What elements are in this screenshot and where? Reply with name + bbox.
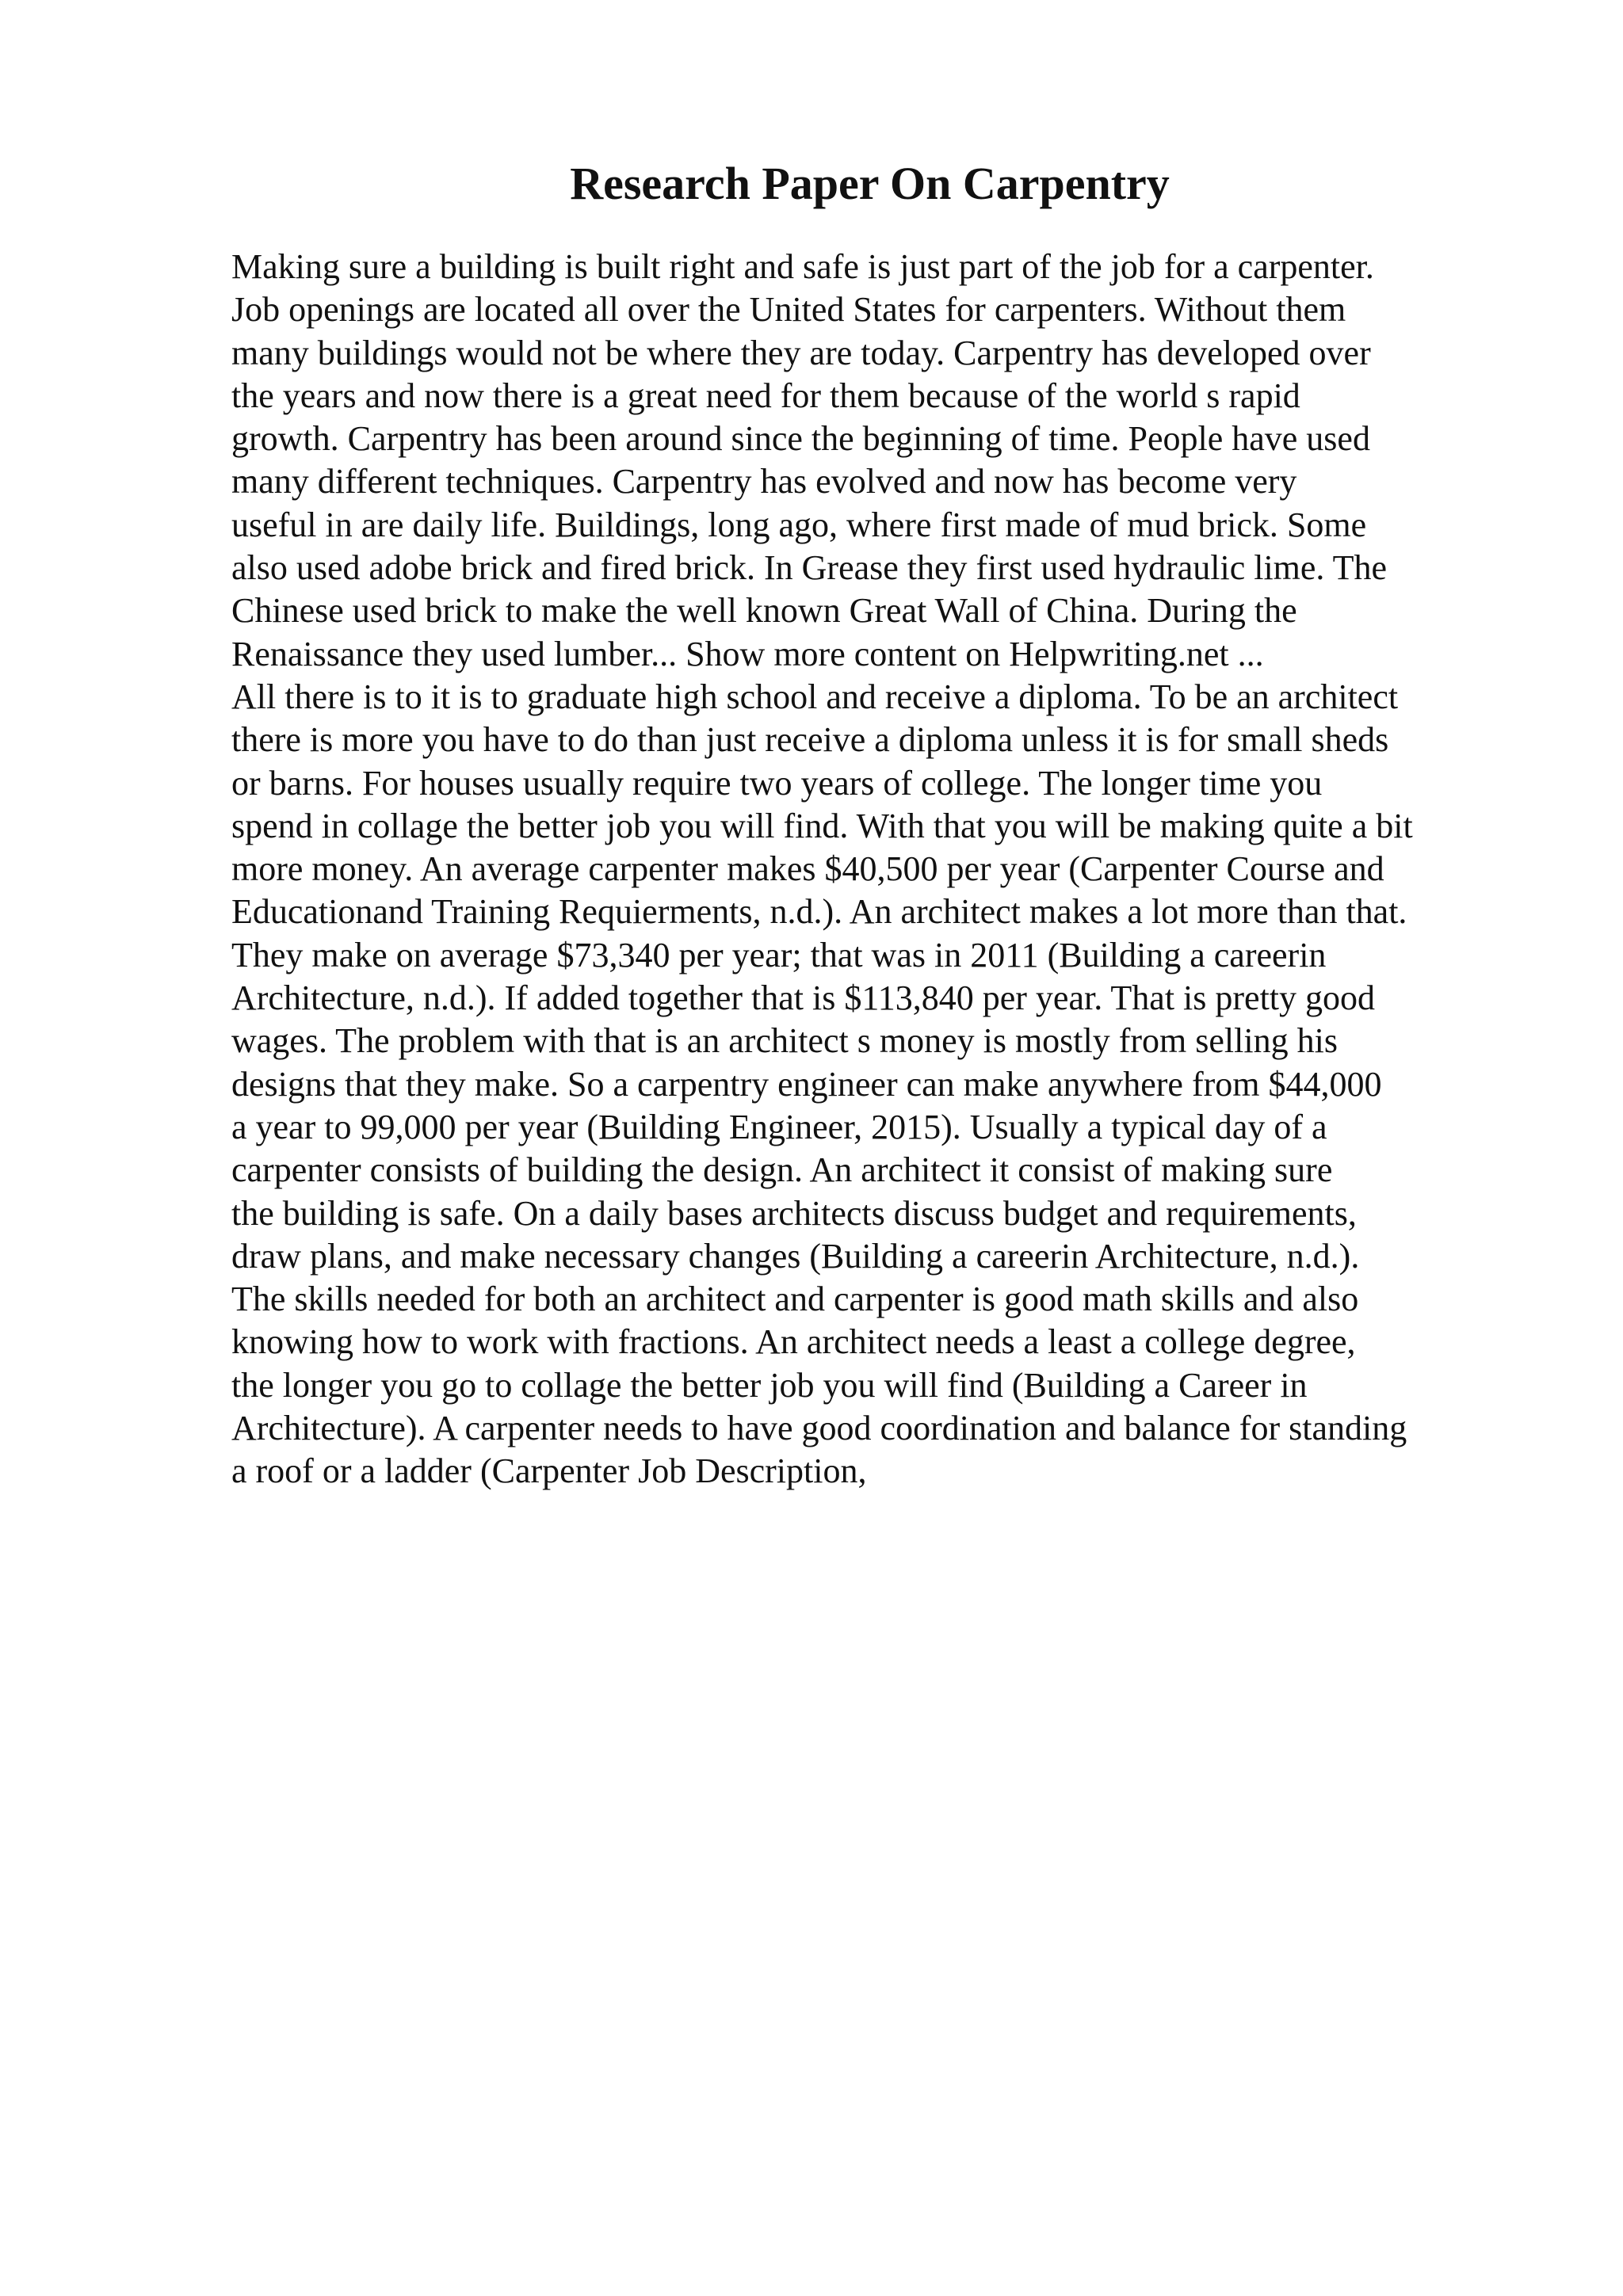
body-line: many different techniques. Carpentry has evolved and now has become very <box>231 462 1297 502</box>
body-line: or barns. For houses usually require two years of college. The longer time you <box>231 763 1323 803</box>
body-line: spend in collage the better job you will find. With that you will be making quite a bit <box>231 806 1413 845</box>
body-line: Renaissance they used lumber... Show more content on Helpwriting.net ... <box>231 634 1264 673</box>
body-line: carpenter consists of building the design. An architect it consist of making sure <box>231 1150 1333 1190</box>
body-line: more money. An average carpenter makes $40,500 per year (Carpenter Course and <box>231 849 1384 889</box>
body-line: wages. The problem with that is an architect s money is mostly from selling his <box>231 1021 1338 1061</box>
body-line: a roof or a ladder (Carpenter Job Description, <box>231 1451 867 1491</box>
body-line: All there is to it is to graduate high school and receive a diploma. To be an architect <box>231 677 1399 716</box>
body-line: a year to 99,000 per year (Building Engineer, 2015). Usually a typical day of a <box>231 1107 1327 1146</box>
body-line: designs that they make. So a carpentry engineer can make anywhere from $44,000 <box>231 1064 1382 1104</box>
body-line: the years and now there is a great need for them because of the world s rapid <box>231 376 1300 415</box>
body-line: there is more you have to do than just receive a diploma unless it is for small sheds <box>231 720 1389 760</box>
body-line: Job openings are located all over the United States for carpenters. Without them <box>231 290 1346 330</box>
body-line: the building is safe. On a daily bases architects discuss budget and requirements, <box>231 1193 1357 1233</box>
document-body <box>231 246 1515 1493</box>
body-line: knowing how to work with fractions. An architect needs a least a college degree, <box>231 1322 1356 1362</box>
body-line: useful in are daily life. Buildings, long ago, where first made of mud brick. Some <box>231 505 1367 544</box>
body-line: draw plans, and make necessary changes (Building a careerin Architecture, n.d.). <box>231 1236 1360 1276</box>
body-line: Chinese used brick to make the well known Great Wall of China. During the <box>231 591 1297 631</box>
body-line: also used adobe brick and fired brick. In Grease they first used hydraulic lime. The <box>231 548 1388 588</box>
body-line: They make on average $73,340 per year; that was in 2011 (Building a careerin <box>231 935 1327 974</box>
body-line: many buildings would not be where they are today. Carpentry has developed over <box>231 333 1371 372</box>
body-line: growth. Carpentry has been around since the beginning of time. People have used <box>231 419 1370 459</box>
body-line: The skills needed for both an architect and carpenter is good math skills and also <box>231 1280 1359 1319</box>
body-line: Educationand Training Requierments, n.d.). An architect makes a lot more than that. <box>231 892 1407 932</box>
document-title: Research Paper On Carpentry <box>570 158 1170 209</box>
body-line: Architecture, n.d.). If added together that is $113,840 per year. That is pretty good <box>231 978 1376 1018</box>
body-line: Making sure a building is built right and safe is just part of the job for a carpenter. <box>231 247 1374 286</box>
body-line: the longer you go to collage the better job you will find (Building a Career in <box>231 1365 1308 1405</box>
body-line: Architecture). A carpenter needs to have good coordination and balance for standing <box>231 1409 1407 1448</box>
